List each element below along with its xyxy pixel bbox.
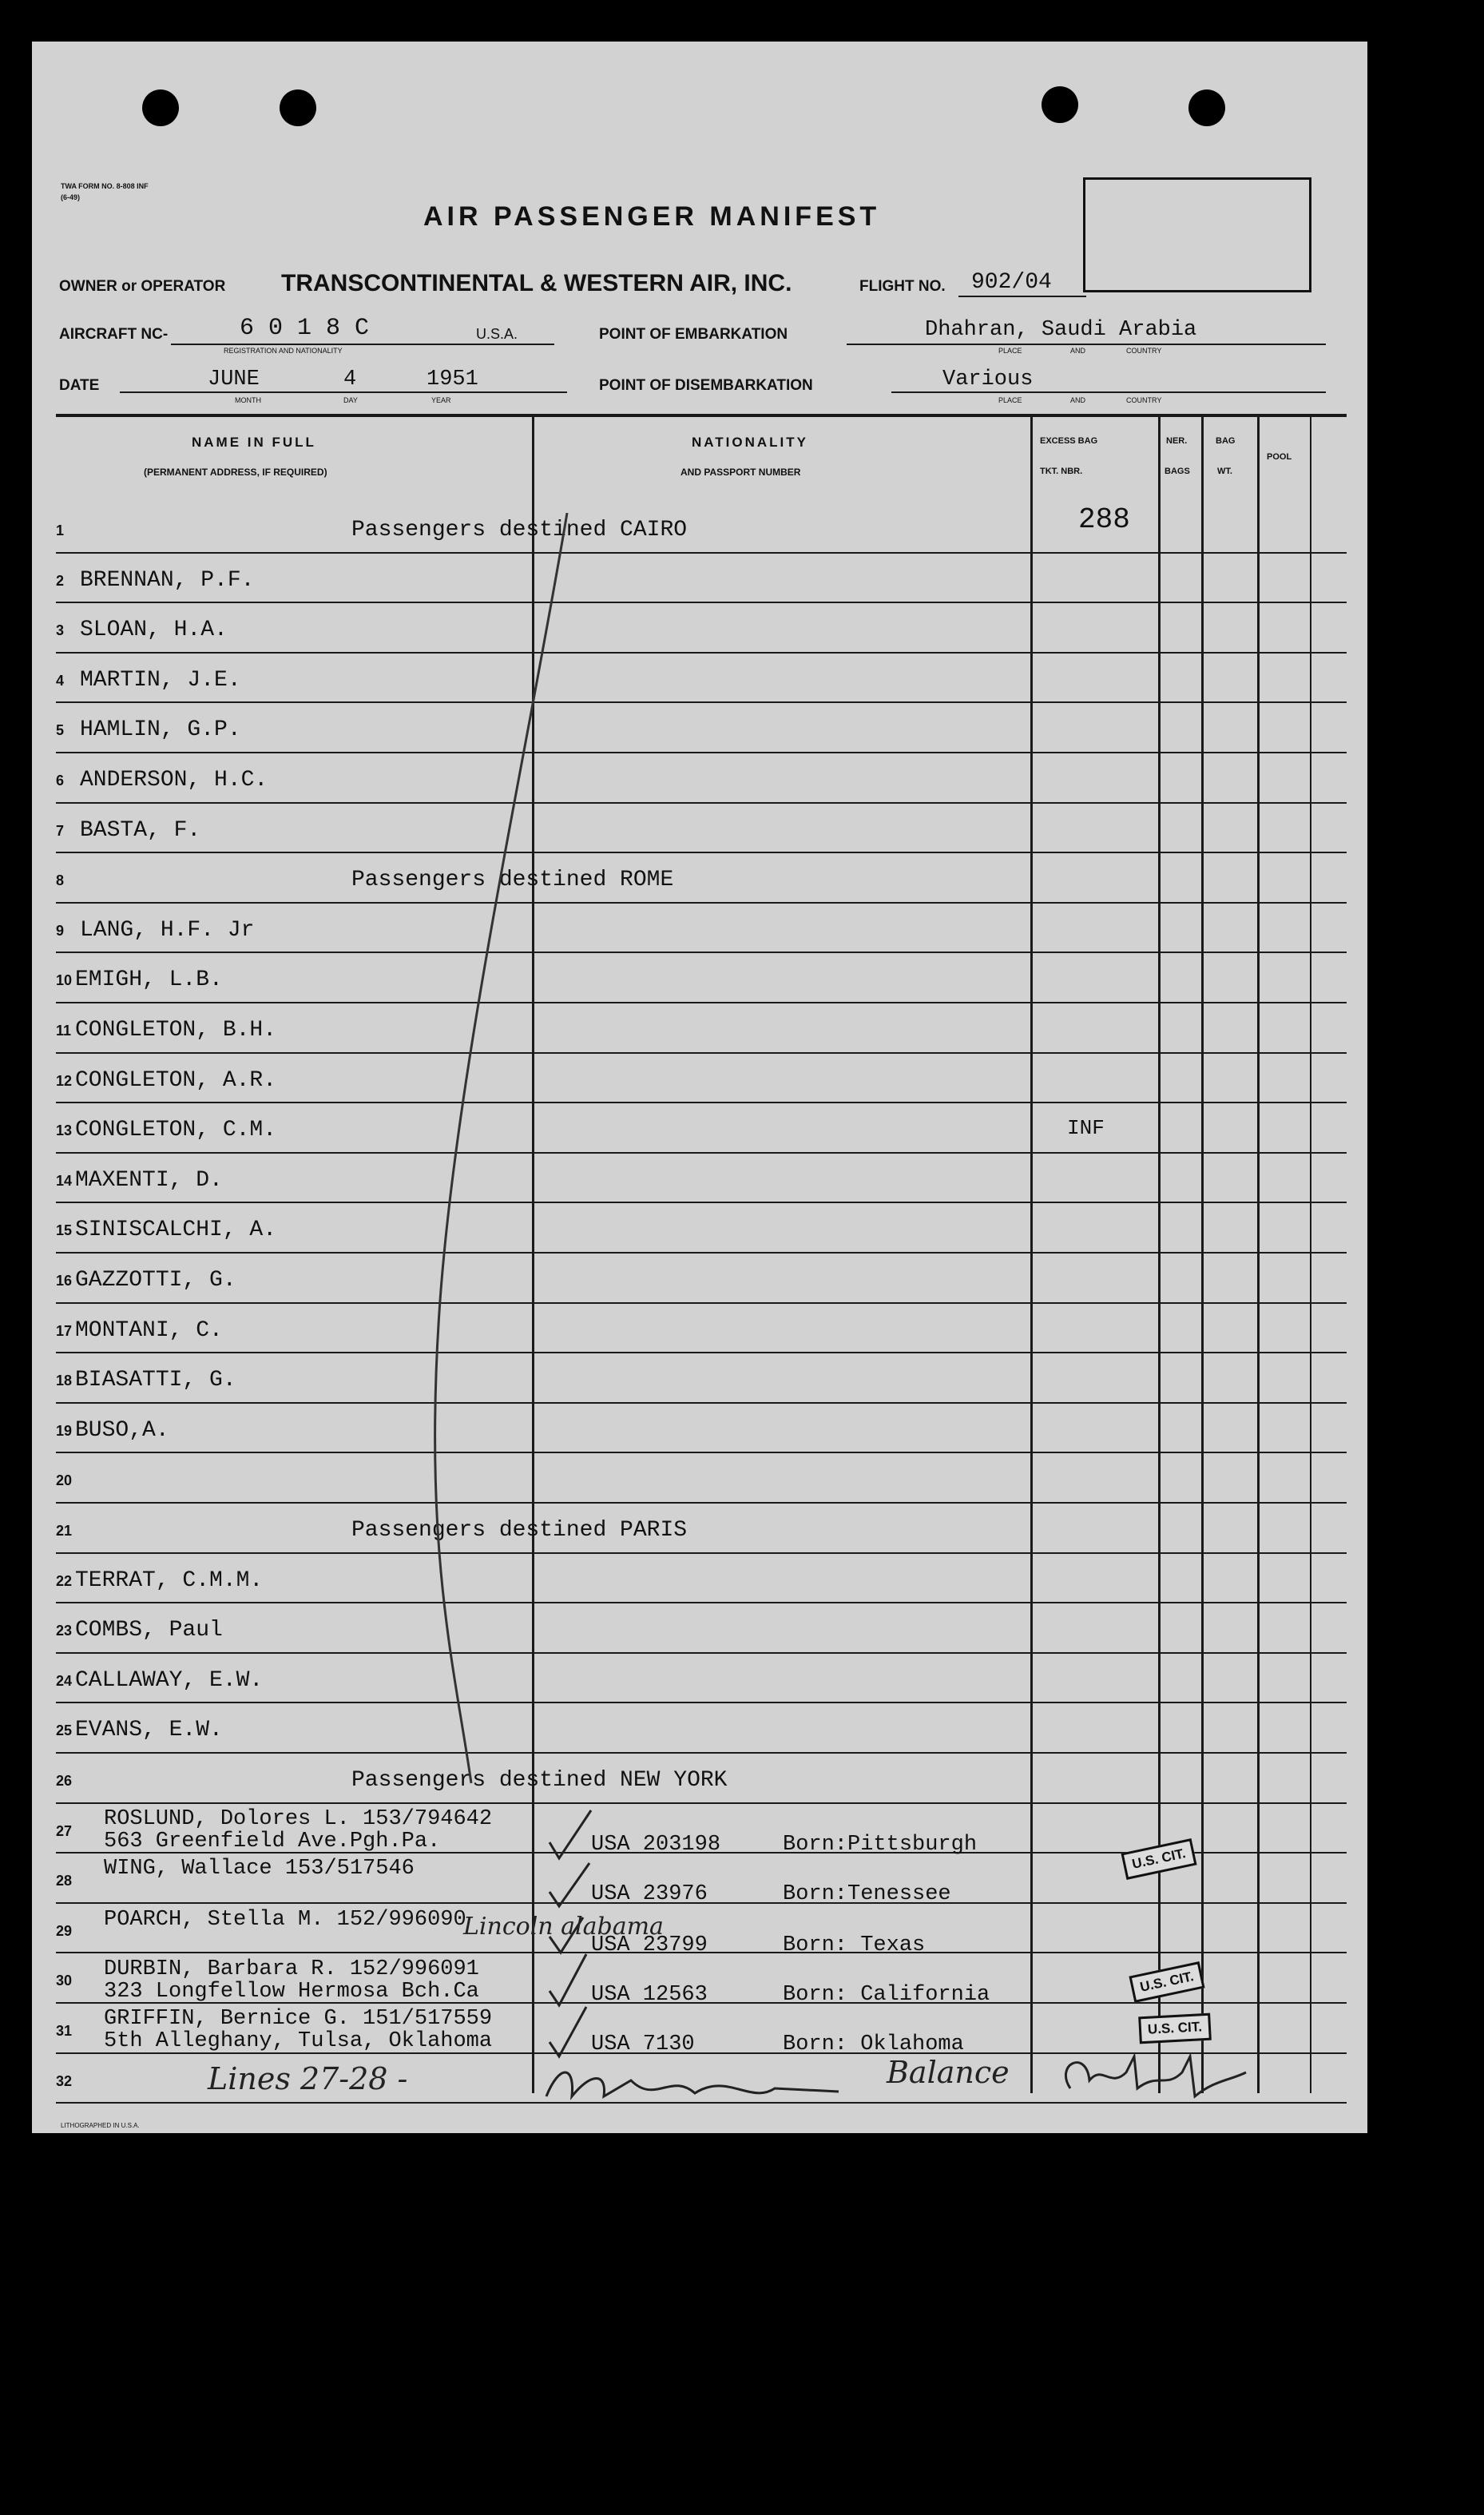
row-number: 25 — [56, 1722, 73, 1739]
form-date: (6-49) — [61, 193, 81, 201]
date-label: DATE — [59, 377, 100, 394]
row-rule — [56, 902, 1347, 904]
row-number: 8 — [56, 872, 65, 889]
disembark-value: Various — [942, 368, 1034, 391]
stamp-box — [1083, 177, 1311, 292]
ny-birthplace: Born: California — [783, 1983, 990, 2007]
underline — [847, 344, 1326, 345]
embark-label: POINT OF EMBARKATION — [599, 326, 788, 343]
underline — [171, 344, 554, 345]
row-rule — [56, 602, 1347, 603]
table-top-rule — [56, 414, 1347, 417]
row-number: 29 — [56, 1922, 73, 1939]
month-sub: MONTH — [235, 396, 261, 404]
passenger-name: EVANS, E.W. — [75, 1718, 223, 1743]
ny-address-line: 323 Longfellow Hermosa Bch.Ca — [104, 1980, 479, 2004]
flight-label: FLIGHT NO. — [859, 278, 946, 295]
place-sub: PLACE — [998, 396, 1022, 404]
passenger-name: LANG, H.F. Jr — [80, 917, 255, 943]
passenger-name: SINISCALCHI, A. — [75, 1218, 277, 1243]
row-number: 1 — [56, 522, 65, 538]
passenger-name: BIASATTI, G. — [75, 1368, 236, 1393]
col-name-sub: (PERMANENT ADDRESS, IF REQUIRED) — [144, 467, 327, 478]
ny-address-line: 563 Greenfield Ave.Pgh.Pa. — [104, 1830, 441, 1853]
embark-value: Dhahran, Saudi Arabia — [925, 318, 1197, 342]
col-name-header: NAME IN FULL — [192, 435, 316, 450]
passenger-name: HAMLIN, G.P. — [80, 717, 241, 743]
balance-handwriting: Balance — [887, 2055, 1010, 2090]
row-rule — [56, 1502, 1347, 1504]
country-sub: COUNTRY — [1126, 396, 1162, 404]
manifest-sheet — [32, 42, 1367, 2133]
row-rule — [56, 1302, 1347, 1304]
col-bag-1: BAG — [1216, 436, 1236, 446]
ny-birthplace: Born: Oklahoma — [783, 2032, 964, 2056]
row-number: 3 — [56, 622, 65, 639]
form-number: TWA FORM NO. 8-808 INF — [61, 182, 149, 190]
date-year: 1951 — [427, 368, 478, 391]
row-number: 17 — [56, 1322, 73, 1339]
pen-stroke — [407, 513, 599, 1791]
year-sub: YEAR — [431, 396, 451, 404]
row-number: 21 — [56, 1523, 73, 1539]
and-sub: AND — [1070, 347, 1086, 355]
country-sub: COUNTRY — [1126, 347, 1162, 355]
row-rule — [56, 1202, 1347, 1203]
row-number: 22 — [56, 1572, 73, 1589]
ny-birthplace: Born:Pittsburgh — [783, 1833, 978, 1857]
row-rule — [56, 1102, 1347, 1103]
row-number: 18 — [56, 1373, 73, 1389]
row-rule — [56, 1702, 1347, 1703]
row-number: 26 — [56, 1773, 73, 1789]
col-divider — [1201, 415, 1204, 2093]
punch-hole — [1188, 89, 1225, 126]
col-divider — [1158, 415, 1161, 2093]
passenger-name: TERRAT, C.M.M. — [75, 1567, 264, 1593]
row-rule — [56, 802, 1347, 804]
underline — [891, 391, 1326, 393]
row-rule — [56, 1002, 1347, 1003]
row-rule — [56, 1552, 1347, 1554]
row-number: 30 — [56, 1973, 73, 1989]
col-divider — [1257, 415, 1260, 2093]
col-excess-1: EXCESS BAG — [1040, 436, 1098, 446]
row-rule — [56, 1252, 1347, 1254]
row-number: 16 — [56, 1273, 73, 1289]
col-nationality-header: NATIONALITY — [692, 435, 809, 450]
owner-value: TRANSCONTINENTAL & WESTERN AIR, INC. — [281, 270, 792, 296]
passenger-name: MAXENTI, D. — [75, 1167, 223, 1193]
row-number: 10 — [56, 972, 73, 989]
row-number: 19 — [56, 1422, 73, 1439]
row-number: 12 — [56, 1072, 73, 1089]
signature-2 — [1054, 2048, 1262, 2112]
col-bag-2: WT. — [1217, 467, 1232, 476]
row-rule — [56, 1352, 1347, 1353]
ny-birthplace: Born: Texas — [783, 1933, 926, 1957]
and-sub: AND — [1070, 396, 1086, 404]
row-rule — [56, 852, 1347, 853]
passenger-name: CONGLETON, A.R. — [75, 1067, 277, 1093]
passenger-name: MONTANI, C. — [75, 1317, 223, 1343]
row-rule — [56, 552, 1347, 554]
col-divider — [1030, 415, 1033, 2093]
flight-value: 902/04 — [971, 270, 1052, 295]
destination-heading: Passengers destined NEW YORK — [351, 1768, 728, 1793]
date-day: 4 — [343, 368, 357, 391]
row-number: 15 — [56, 1222, 73, 1239]
passenger-name: CONGLETON, C.M. — [75, 1118, 277, 1143]
aircraft-label: AIRCRAFT NC- — [59, 326, 169, 343]
owner-label: OWNER or OPERATOR — [59, 278, 226, 295]
destination-heading: Passengers destined CAIRO — [351, 518, 688, 542]
ny-passport: USA 12563 — [591, 1983, 708, 2007]
row-number: 28 — [56, 1873, 73, 1889]
row-number: 2 — [56, 572, 65, 589]
row-rule — [56, 1652, 1347, 1654]
col-ner-1: NER. — [1166, 436, 1188, 446]
ny-passenger-line: ROSLUND, Dolores L. 153/794642 — [104, 1807, 493, 1831]
excess-bag-ticket: INF — [1067, 1116, 1105, 1141]
ny-passenger-line: POARCH, Stella M. 152/996090 — [104, 1908, 466, 1932]
passenger-name: COMBS, Paul — [75, 1618, 223, 1643]
row-number: 11 — [56, 1023, 72, 1039]
row-number: 31 — [56, 2023, 73, 2039]
row-rule — [56, 1402, 1347, 1404]
passenger-name: BUSO,A. — [75, 1417, 169, 1443]
ny-address-line: 5th Alleghany, Tulsa, Oklahoma — [104, 2029, 493, 2053]
date-month: JUNE — [208, 368, 260, 391]
row-rule — [56, 1602, 1347, 1603]
underline — [120, 391, 567, 393]
row-rule — [56, 1052, 1347, 1054]
ny-passenger-line: DURBIN, Barbara R. 152/996091 — [104, 1957, 479, 1981]
row-number: 13 — [56, 1122, 73, 1139]
ny-passport: USA 23976 — [591, 1882, 708, 1906]
col-divider — [1310, 415, 1311, 2093]
ny-passport: USA 23799 — [591, 1933, 708, 1957]
destination-heading: Passengers destined ROME — [351, 868, 674, 893]
row-number: 20 — [56, 1472, 73, 1489]
row-rule — [56, 1802, 1347, 1804]
row-number: 27 — [56, 1822, 73, 1839]
col-nationality-sub: AND PASSPORT NUMBER — [680, 467, 801, 478]
passenger-name: MARTIN, J.E. — [80, 667, 241, 693]
row-number: 24 — [56, 1672, 73, 1689]
row-rule — [56, 1152, 1347, 1154]
us-citizen-stamp: U.S. CIT. — [1129, 1961, 1204, 2003]
lines-note-handwriting: Lines 27-28 - — [208, 2061, 408, 2096]
us-citizen-stamp: U.S. CIT. — [1121, 1838, 1196, 1880]
row-rule — [56, 952, 1347, 953]
punch-hole — [280, 89, 316, 126]
row-number: 7 — [56, 822, 65, 839]
row-rule — [56, 701, 1347, 703]
ny-passport: USA 7130 — [591, 2032, 695, 2056]
footer-note: LITHOGRAPHED IN U.S.A. — [61, 2122, 140, 2129]
page-title: AIR PASSENGER MANIFEST — [423, 201, 881, 232]
signature-1 — [543, 2064, 847, 2112]
ny-passenger-line: WING, Wallace 153/517546 — [104, 1857, 415, 1881]
punch-hole — [1042, 86, 1078, 123]
aircraft-sub: REGISTRATION AND NATIONALITY — [224, 347, 343, 355]
passenger-name: ANDERSON, H.C. — [80, 768, 268, 793]
row-number: 23 — [56, 1623, 73, 1639]
aircraft-country: U.S.A. — [476, 326, 518, 342]
row-number: 5 — [56, 722, 65, 739]
ny-passenger-line: GRIFFIN, Bernice G. 151/517559 — [104, 2007, 493, 2031]
day-sub: DAY — [343, 396, 358, 404]
row-rule — [56, 1452, 1347, 1453]
wing-address-handwriting: Lincoln alabama — [463, 1913, 664, 1941]
col-excess-2: TKT. NBR. — [1040, 467, 1083, 476]
row-rule — [56, 652, 1347, 654]
passenger-name: GAZZOTTI, G. — [75, 1268, 236, 1293]
check-marks — [543, 1799, 639, 2103]
passenger-name: BASTA, F. — [80, 817, 201, 843]
row-number: 6 — [56, 773, 65, 789]
passenger-name: CONGLETON, B.H. — [75, 1018, 277, 1043]
passenger-name: EMIGH, L.B. — [75, 967, 223, 993]
row-rule — [56, 752, 1347, 753]
row-rule — [56, 1752, 1347, 1754]
row-number: 32 — [56, 2072, 73, 2089]
aircraft-value: 6 0 1 8 C — [240, 315, 370, 342]
destination-heading: Passengers destined PARIS — [351, 1518, 688, 1543]
underline — [958, 296, 1086, 297]
us-citizen-stamp: U.S. CIT. — [1138, 2013, 1212, 2044]
col-pool: POOL — [1267, 452, 1292, 462]
passenger-name: CALLAWAY, E.W. — [75, 1667, 264, 1693]
place-sub: PLACE — [998, 347, 1022, 355]
excess-bag-ticket: 288 — [1078, 503, 1130, 536]
row-number: 4 — [56, 672, 65, 689]
passenger-name: SLOAN, H.A. — [80, 618, 228, 643]
punch-hole — [142, 89, 179, 126]
row-number: 14 — [56, 1172, 73, 1189]
col-ner-2: BAGS — [1165, 467, 1190, 476]
passenger-name: BRENNAN, P.F. — [80, 567, 255, 593]
row-number: 9 — [56, 922, 65, 939]
ny-passport: USA 203198 — [591, 1833, 721, 1857]
disembark-label: POINT OF DISEMBARKATION — [599, 377, 813, 394]
ny-birthplace: Born:Tenessee — [783, 1882, 951, 1906]
